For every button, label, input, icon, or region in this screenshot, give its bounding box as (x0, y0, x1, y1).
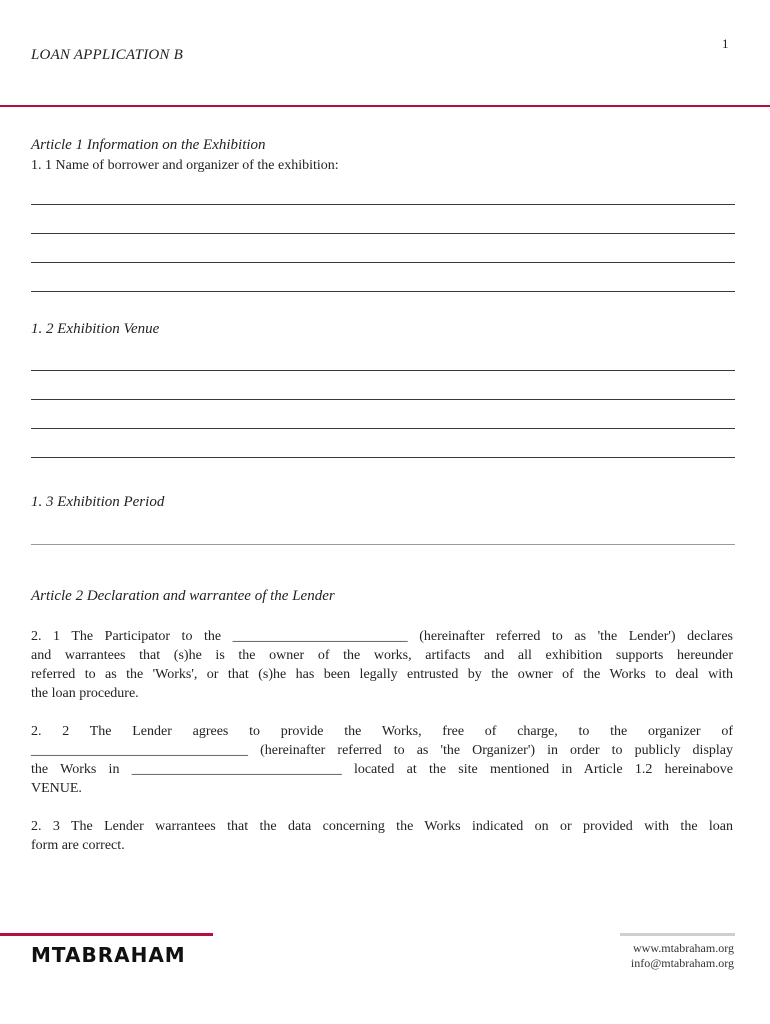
paragraph-line: 2. 2 The Lender agrees to provide the Works, free of charge, to the organizer of (31, 724, 733, 739)
paragraph-line: _______________________________ (hereinafter referred to as 'the Organizer') in order to publicly display (31, 743, 733, 758)
borrower-fill-line-3[interactable] (31, 262, 735, 263)
footer-website[interactable]: www.mtabraham.org (633, 941, 734, 955)
period-fill-line[interactable] (31, 544, 735, 545)
borrower-fill-line-4[interactable] (31, 291, 735, 292)
venue-fill-line-4[interactable] (31, 457, 735, 458)
header-divider (0, 105, 770, 107)
venue-fill-line-2[interactable] (31, 399, 735, 400)
paragraph-line: referred to as the 'Works', or that (s)he has been legally entrusted by the owner of the Works to deal with (31, 667, 733, 682)
paragraph-line: VENUE. (31, 781, 82, 796)
footer-gray-rule (620, 933, 735, 936)
section-1-2-heading: 1. 2 Exhibition Venue (31, 321, 160, 337)
paragraph-line: 2. 1 The Participator to the _________________________ (hereinafter referred to as 'the Lender') declares (31, 629, 733, 644)
venue-fill-line-3[interactable] (31, 428, 735, 429)
borrower-fill-line-2[interactable] (31, 233, 735, 234)
footer-accent-rule (0, 933, 213, 936)
page-number: 1 (722, 36, 729, 51)
paragraph-line: the Works in ______________________________ located at the site mentioned in Article 1.2 hereinabove (31, 762, 733, 777)
paragraph-2-1 (31, 627, 733, 703)
paragraph-line: the loan procedure. (31, 686, 139, 701)
article-1-heading: Article 1 Information on the Exhibition (31, 137, 266, 153)
paragraph-line: 2. 3 The Lender warrantees that the data concerning the Works indicated on or provided with the loan (31, 819, 733, 834)
section-1-3-heading: 1. 3 Exhibition Period (31, 494, 165, 510)
borrower-fill-line-1[interactable] (31, 204, 735, 205)
footer-email[interactable]: info@mtabraham.org (630, 956, 734, 970)
paragraph-line: form are correct. (31, 838, 125, 853)
section-1-1-label: 1. 1 Name of borrower and organizer of the exhibition: (31, 158, 339, 173)
venue-fill-line-1[interactable] (31, 370, 735, 371)
paragraph-2-2 (31, 722, 733, 798)
document-title: LOAN APPLICATION B (31, 47, 183, 63)
mtabraham-logo (31, 944, 186, 966)
article-2-heading: Article 2 Declaration and warrantee of the Lender (31, 588, 335, 604)
logo-wordmark: MTABRAHAM (31, 943, 186, 967)
paragraph-line: and warrantees that (s)he is the owner of the works, artifacts and all exhibition supports hereunder (31, 648, 733, 663)
paragraph-2-3 (31, 817, 733, 855)
